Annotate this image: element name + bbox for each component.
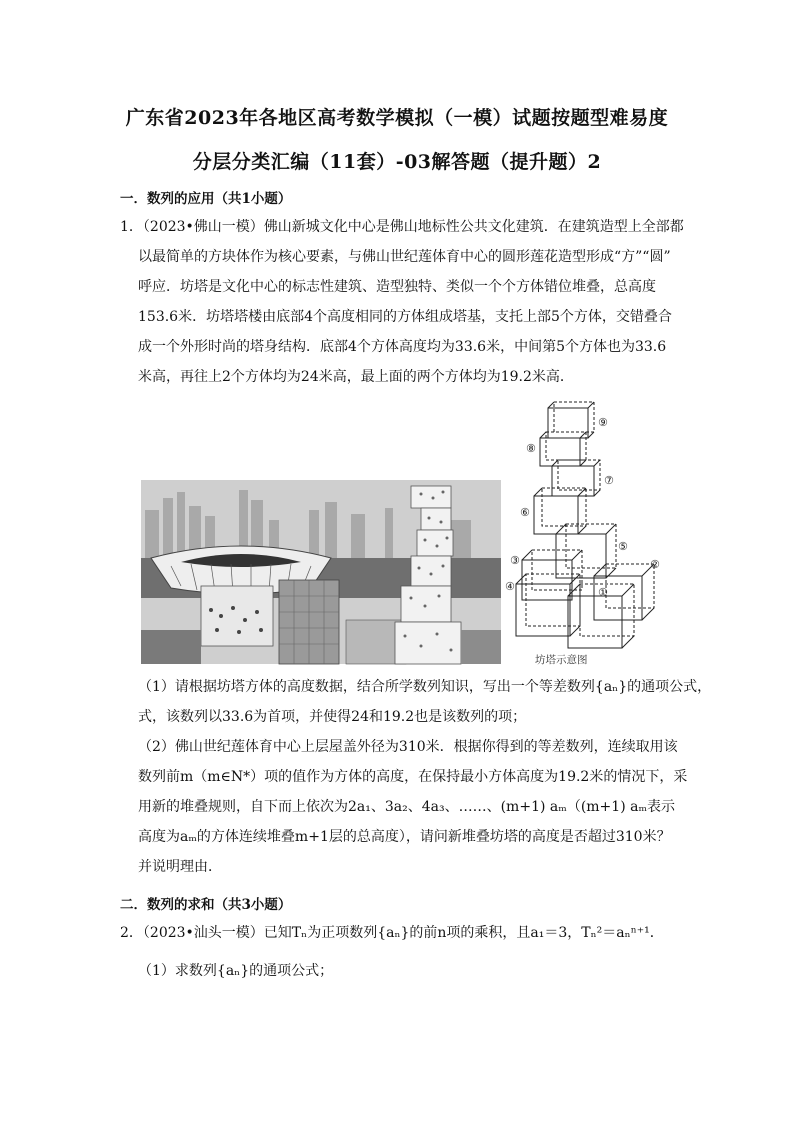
q1-line: 呼应．坊塔是文化中心的标志性建筑、造型独特、类似一个个方体错位堆叠，总高度 — [138, 279, 656, 295]
q1-part2-line: （2）佛山世纪莲体育中心上层屋盖外径为310米．根据你得到的等差数列，连续取用该 — [138, 739, 678, 755]
diagram-label-2: ② — [650, 558, 660, 571]
cube-3 — [522, 550, 582, 600]
question1-part1 — [120, 672, 712, 732]
q1-part2-line: 数列前m（m∈N*）项的值作为方体的高度，在保持最小方体高度为19.2米的情况下，采 — [138, 769, 688, 785]
diagram-label-7: ⑦ — [604, 474, 614, 487]
q1-part2-line: 并说明理由． — [138, 859, 222, 875]
q1-part2-line: 高度为aₘ的方体连续堆叠m+1层的总高度），请问新堆叠坊塔的高度是否超过310米？ — [138, 829, 671, 845]
cube-4 — [516, 574, 580, 636]
q1-line: 153.6米．坊塔塔楼由底部4个高度相同的方体组成塔基，支托上部5个方体，交错叠合 — [138, 309, 672, 325]
document-title-line2: 分层分类汇编（11套）-03解答题（提升题）2 — [192, 151, 602, 173]
diagram-label-9: ⑨ — [598, 416, 608, 429]
cube-6 — [534, 488, 586, 534]
question2-stem — [120, 918, 680, 986]
q1-line: 成一个外形时尚的塔身结构．底部4个方体高度均为33.6米，中间第5个方体也为33.6 — [138, 339, 667, 355]
cultural-center-photo — [141, 480, 501, 664]
section1-heading: 一．数列的应用（共1小题） — [120, 191, 292, 207]
diagram-label-5: ⑤ — [618, 540, 628, 553]
diagram-caption: 坊塔示意图 — [535, 654, 588, 666]
q1-line: 1．（2023•佛山一模）佛山新城文化中心是佛山地标性公共文化建筑．在建筑造型上全部都 — [120, 219, 684, 235]
q1-part1-line: 式，该数列以33.6为首项，并使得24和19.2也是该数列的项； — [138, 709, 527, 725]
question1-part2 — [120, 732, 688, 882]
section2-heading: 二．数列的求和（共3小题） — [120, 897, 292, 913]
question1-stem — [120, 212, 684, 392]
document-title-line1: 广东省2023年各地区高考数学模拟（一模）试题按题型难易度 — [125, 107, 669, 129]
q1-part1-line: （1）请根据坊塔方体的高度数据，结合所学数列知识，写出一个等差数列{aₙ}的通项公式， — [138, 679, 712, 695]
diagram-label-1: ① — [598, 586, 608, 599]
tower-schematic-diagram — [505, 400, 664, 668]
diagram-label-8: ⑧ — [526, 442, 536, 455]
cube-9 — [548, 402, 594, 438]
q1-part2-line: 用新的堆叠规则，自下而上依次为2a₁、3a₂、4a₃、……、(m+1) aₘ（(m+1) aₘ表示 — [138, 799, 676, 815]
q2-part1-line: （1）求数列{aₙ}的通项公式； — [138, 963, 334, 979]
cube-5 — [556, 524, 616, 578]
q1-line: 以最简单的方块体作为核心要素，与佛山世纪莲体育中心的圆形莲花造型形成“方”“圆” — [138, 249, 671, 265]
diagram-label-4: ④ — [505, 580, 515, 593]
cube-7 — [552, 460, 600, 496]
q2-line: 2．（2023•汕头一模）已知Tₙ为正项数列{aₙ}的前n项的乘积，且a₁＝3，Tₙ²＝aₙⁿ⁺¹． — [120, 925, 664, 941]
q1-line: 米高，再往上2个方体均为24米高，最上面的两个方体均为19.2米高． — [138, 369, 574, 385]
cube-8 — [540, 432, 586, 466]
diagram-label-3: ③ — [510, 554, 520, 567]
diagram-label-6: ⑥ — [520, 506, 530, 519]
